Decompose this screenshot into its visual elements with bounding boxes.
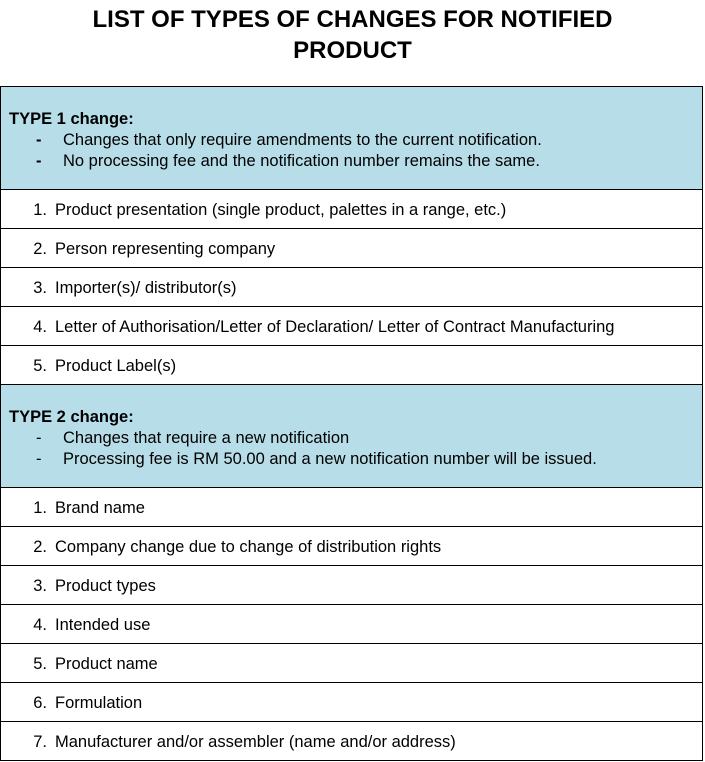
item-number: 1.: [33, 201, 47, 219]
table-row: [1, 229, 703, 268]
table-cell: [1, 527, 703, 566]
page-title-line-2: PRODUCT: [293, 37, 412, 64]
table-cell: [1, 229, 703, 268]
item-text: Importer(s)/ distributor(s): [55, 279, 237, 297]
table-cell: [1, 683, 703, 722]
table-row: [1, 527, 703, 566]
item-number: 7.: [33, 733, 47, 751]
bullet-dash: -: [36, 429, 42, 447]
type-1-section: [1, 87, 703, 190]
item-text: Letter of Authorisation/Letter of Declaration/ Letter of Contract Manufacturing: [55, 318, 615, 336]
item-number: 1.: [33, 499, 47, 517]
item-number: 4.: [33, 616, 47, 634]
item-text: Brand name: [55, 499, 145, 517]
type-2-section: [1, 385, 703, 488]
item-number: 5.: [33, 357, 47, 375]
item-number: 2.: [33, 538, 47, 556]
item-text: Product types: [55, 577, 156, 595]
bullet-dash: -: [36, 449, 42, 468]
page-title: [0, 4, 705, 66]
table-row: [1, 683, 703, 722]
table-row: [1, 644, 703, 683]
bullet-text: Processing fee is RM 50.00 and a new notification number will be issued.: [63, 449, 597, 468]
table-row: [1, 307, 703, 346]
item-text: Company change due to change of distribution rights: [55, 538, 442, 556]
table-row: [1, 722, 703, 761]
item-text: Person representing company: [55, 240, 276, 258]
item-text: Manufacturer and/or assembler (name and/or address): [55, 733, 456, 751]
table-cell: [1, 307, 703, 346]
bullet-dash: -: [36, 151, 42, 170]
table-row: [1, 190, 703, 229]
type-2-bullet: [9, 428, 702, 449]
item-number: 2.: [33, 240, 47, 258]
table-cell: [1, 190, 703, 229]
table-cell: [1, 346, 703, 385]
changes-table: [0, 86, 703, 761]
table-cell: [1, 644, 703, 683]
bullet-text: No processing fee and the notification number remains the same.: [63, 151, 540, 170]
table-cell: [1, 566, 703, 605]
table-cell: [1, 605, 703, 644]
type-1-section-cell: [1, 87, 703, 190]
item-number: 6.: [33, 694, 47, 712]
table-row: [1, 346, 703, 385]
page-title-line-1: LIST OF TYPES OF CHANGES FOR NOTIFIED: [92, 6, 613, 33]
type-2-heading: TYPE 2 change:: [9, 408, 134, 426]
type-1-bullet: [9, 130, 702, 151]
item-text: Product Label(s): [55, 357, 177, 375]
item-number: 3.: [33, 577, 47, 595]
table-cell: [1, 488, 703, 527]
table-row: [1, 268, 703, 307]
table-cell: [1, 722, 703, 761]
type-1-heading: TYPE 1 change:: [9, 110, 134, 128]
type-2-section-cell: [1, 385, 703, 488]
table-row: [1, 605, 703, 644]
table-row: [1, 488, 703, 527]
type-2-bullet: [9, 449, 702, 470]
table-row: [1, 566, 703, 605]
item-number: 4.: [33, 318, 47, 336]
item-text: Intended use: [55, 616, 151, 634]
item-text: Product name: [55, 655, 158, 673]
table-cell: [1, 268, 703, 307]
type-1-bullet: [9, 151, 702, 172]
item-number: 5.: [33, 655, 47, 673]
item-number: 3.: [33, 279, 47, 297]
bullet-text: Changes that require a new notification: [63, 429, 350, 447]
bullet-dash: -: [36, 131, 42, 149]
item-text: Product presentation (single product, palettes in a range, etc.): [55, 201, 507, 219]
bullet-text: Changes that only require amendments to the current notification.: [63, 131, 542, 149]
item-text: Formulation: [55, 694, 143, 712]
